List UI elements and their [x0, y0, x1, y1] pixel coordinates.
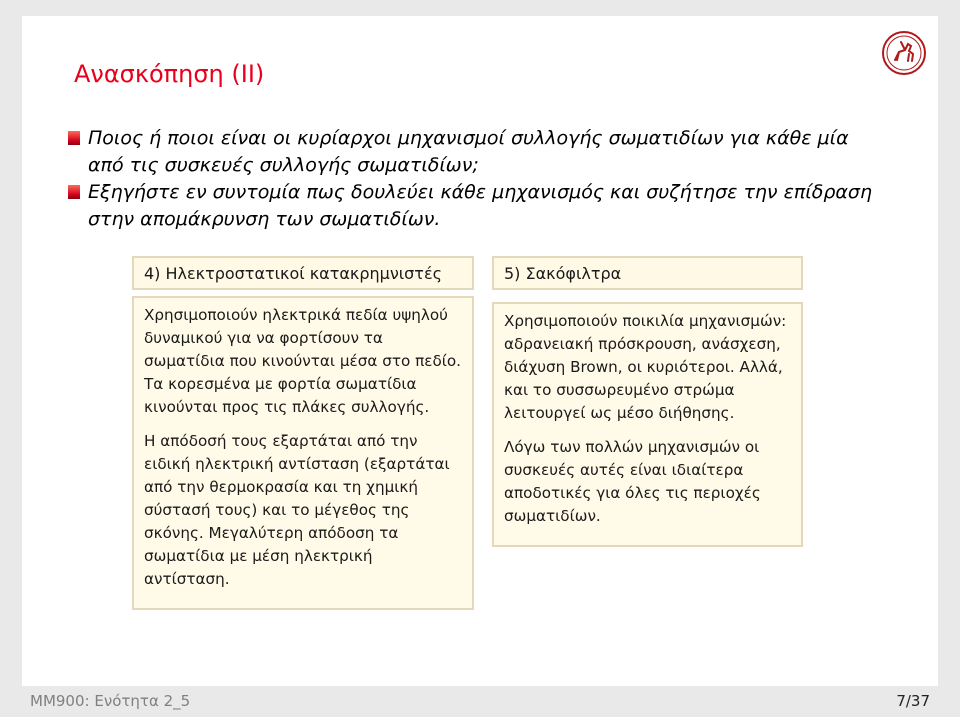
right-panel-paragraph: Λόγω των πολλών μηχανισμών οι συσκευές αυτές είναι ιδιαίτερα αποδοτικές για όλες τις περιοχές σωματιδίων. — [504, 438, 761, 525]
bullet-question-2 — [68, 179, 888, 233]
left-panel-header: 4) Ηλεκτροστατικοί κατακρημνιστές — [132, 256, 474, 290]
footer-course-label: MM900: Ενότητα 2_5 — [30, 692, 191, 710]
square-bullet-icon — [68, 131, 80, 145]
right-panel-header: 5) Σακόφιλτρα — [492, 256, 803, 290]
bullet-text: Ποιος ή ποιοι είναι οι κυρίαρχοι μηχανισμοί συλλογής σωματιδίων για κάθε μία από τις συσκευές συλλογής σωματιδίων; — [88, 127, 849, 176]
page-title: Ανασκόπηση (ΙΙ) — [74, 60, 265, 88]
footer-page-number: 7/37 — [896, 692, 930, 710]
left-panel-paragraph: Η απόδοσή τους εξαρτάται από την ειδική ηλεκτρική αντίσταση (εξαρτάται από την θερμοκρασία και τη χημική σύστασή τους) και το μέγεθος της σκόνης. Μεγαλύτερη απόδοση τα σωματίδια με μέση ηλεκτρική αντίσταση. — [144, 432, 450, 588]
bullet-text: Εξηγήστε εν συντομία πως δουλεύει κάθε μηχανισμός και συζήτησε την επίδραση στην απομάκρυνση των σωματιδίων. — [88, 181, 873, 230]
left-panel-body — [132, 296, 474, 610]
left-panel-paragraph: Χρησιμοποιούν ηλεκτρικά πεδία υψηλού δυναμικού για να φορτίσουν τα σωματίδια που κινούνται μέσα στο πεδίο. Τα κορεσμένα με φορτία σωματίδια κινούνται προς τις πλάκες συλλογής. — [144, 306, 462, 416]
bullet-question-1 — [68, 125, 888, 179]
right-panel-body — [492, 302, 803, 547]
university-logo-icon — [881, 30, 927, 76]
right-panel-paragraph: Χρησιμοποιούν ποικιλία μηχανισμών: αδρανειακή πρόσκρουση, ανάσχεση, διάχυση Brown, οι κυριότεροι. Αλλά, και το συσσωρευμένο στρώμα λειτουργεί ως μέσο διήθησης. — [504, 312, 787, 422]
square-bullet-icon — [68, 185, 80, 199]
